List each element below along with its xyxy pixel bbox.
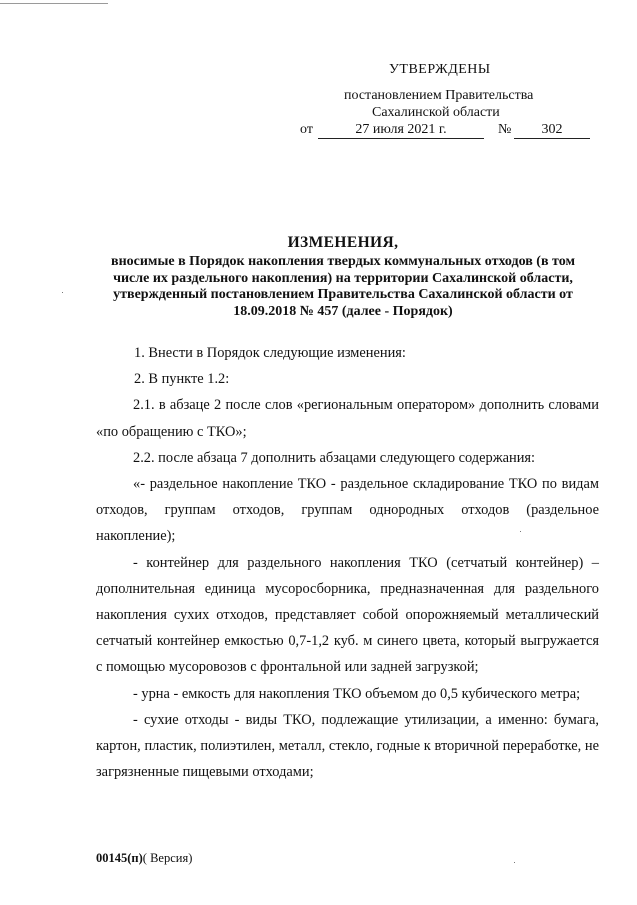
- paragraph-dry-waste: - сухие отходы - виды ТКО, подлежащие утилизации, а именно: бумага, картон, пластик, полиэтилен, металл, стекло, годные к вторичной переработке, не загрязненные пищевыми отходами;: [96, 711, 599, 781]
- subheading-line: числе их раздельного накопления) на территории Сахалинской области,: [113, 270, 573, 286]
- paragraph-2-1: 2.1. в абзаце 2 после слов «региональным оператором» дополнить словами «по обращению с ТКО»;: [96, 397, 599, 440]
- paragraph-urn: - урна - емкость для накопления ТКО объемом до 0,5 кубического метра;: [133, 685, 581, 702]
- number-label: №: [498, 122, 512, 137]
- document-heading: ИЗМЕНЕНИЯ,: [287, 234, 399, 251]
- paragraph-separate-accumulation: «- раздельное накопление ТКО - раздельное складирование ТКО по видам отходов, группам отходов, группам однородных отходов (раздельное накопление);: [96, 476, 599, 545]
- list-item-1: 1. Внести в Порядок следующие изменения:: [134, 345, 406, 361]
- scan-speck: [520, 531, 521, 532]
- document-footer: [96, 851, 192, 866]
- approval-title: УТВЕРЖДЕНЫ: [389, 62, 491, 77]
- list-item-2: 2. В пункте 1.2:: [134, 371, 230, 388]
- approval-region-line: Сахалинской области: [372, 105, 500, 120]
- footer-version: ( Версия): [142, 851, 193, 865]
- footer-code: 00145(п): [96, 851, 143, 865]
- paragraph-2-2: 2.2. после абзаца 7 дополнить абзацами следующего содержания:: [133, 449, 536, 466]
- document-body: [96, 340, 599, 785]
- date-prefix-label: от: [300, 122, 313, 137]
- subheading-line: вносимые в Порядок накопления твердых коммунальных отходов (в том: [111, 254, 575, 269]
- paragraph-container: - контейнер для раздельного накопления ТКО (сетчатый контейнер) – дополнительная единица мусоросборника, предназначенная для раздельного накопления сухих отходов, представляет собой опорожняемый металлический сетчатый контейнер емкостью 0,7-1,2 куб. м синего цвета, который выгружается с помощью мусоровозов с фронтальной или задней загрузкой;: [96, 554, 599, 676]
- subheading-line: 18.09.2018 № 457 (далее - Порядок): [233, 303, 453, 319]
- scan-speck: [62, 292, 63, 293]
- approval-date-row: [300, 121, 600, 141]
- subheading-line: утвержденный постановлением Правительства Сахалинской области от: [113, 287, 573, 302]
- scan-edge-line: [0, 3, 108, 4]
- document-subheading: [88, 254, 598, 320]
- approval-date: 27 июля 2021 г.: [318, 121, 484, 139]
- scan-speck: [514, 862, 515, 863]
- approval-number: 302: [514, 121, 590, 139]
- approval-authority-line: постановлением Правительства: [344, 88, 534, 103]
